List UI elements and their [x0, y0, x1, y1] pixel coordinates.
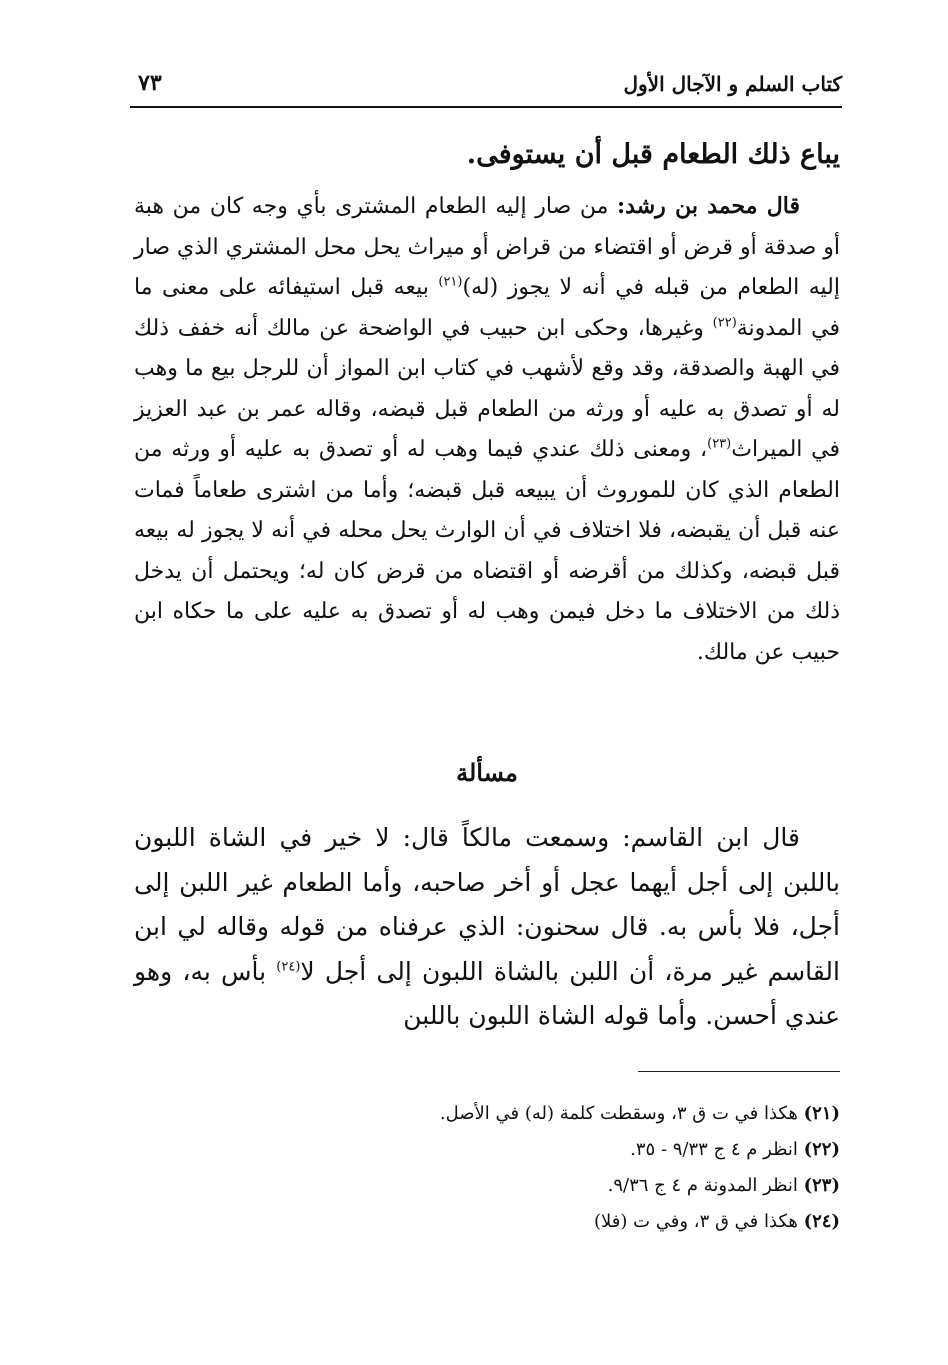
- paragraph-text: ، ومعنى ذلك عندي فيما وهب له أو تصدق به عليه أو ورثه من الطعام الذي كان للموروث أن يبيعه قبل قبضه؛ وأما من اشترى طعاماً فمات عنه قبل أن يقبضه، فلا اختلاف في أن الوارث يحل محله في أنه لا يجوز له بيعه قبل قبضه، وكذلك من أقرضه أو اقتضاه من قرض كان له؛ ويحتمل أن يدخل ذلك من الاختلاف ما دخل فيمن وهب له أو تصدق به عليه على ما حكاه ابن حبيب عن مالك.: [134, 437, 840, 665]
- footnote-item: [300, 1096, 840, 1132]
- commentary-paragraph: [134, 186, 840, 673]
- paragraph-text: من صار إليه الطعام المشترى بأي وجه كان من هبة أو صدقة أو قرض أو اقتضاء من قراض أو ميراث يحل محل المشتري الذي صار إليه الطعام من قبله في أنه لا يجوز (له): [134, 194, 840, 300]
- continuation-line: يباع ذلك الطعام قبل أن يستوفى.: [466, 139, 840, 170]
- footnote-ref-24: (٢٤): [276, 959, 301, 975]
- footnote-text: هكذا في ق ٣، وفي ت (فلا): [593, 1211, 804, 1232]
- footnotes-list: [300, 1096, 840, 1240]
- footnote-number: (٢٢): [803, 1139, 840, 1160]
- footnote-number: (٢٣): [803, 1175, 840, 1196]
- section-heading: مسألة: [456, 758, 518, 787]
- footnote-text: انظر المدونة م ٤ ج ٩/٣٦.: [607, 1175, 804, 1196]
- footnote-text: هكذا في ت ق ٣، وسقطت كلمة (له) في الأصل.: [439, 1103, 804, 1124]
- paragraph-lead: قال محمد بن رشد:: [617, 193, 800, 219]
- footnote-ref-23: (٢٣): [707, 436, 732, 452]
- page-number: ٧٣: [138, 70, 162, 96]
- footnote-divider: [638, 1071, 840, 1072]
- question-paragraph: [134, 816, 840, 1039]
- footnote-text: انظر م ٤ ج ٩/٣٣ - ٣٥.: [630, 1139, 804, 1160]
- footnote-item: [300, 1132, 840, 1168]
- paragraph-text: وغيرها، وحكى ابن حبيب في الواضحة عن مالك أنه خفف ذلك في الهبة والصدقة، وقد وقع لأشهب في كتاب ابن المواز أن للرجل بيع ما وهب له أو تصدق به عليه أو ورثه من الطعام قبل قبضه، وقاله عمر بن عبد العزيز في الميراث: [134, 315, 840, 462]
- paragraph-text: بأس به، وهو عندي أحسن. وأما قوله الشاة اللبون باللبن: [134, 956, 840, 1030]
- footnote-ref-21: (٢١): [438, 274, 463, 290]
- page-header: [130, 62, 842, 108]
- paragraph-text: قال ابن القاسم: وسمعت مالكاً قال: لا خير في الشاة اللبون باللبن إلى أجل أيهما عجل أو أخر صاحبه، وأما الطعام غير اللبن إلى أجل، فلا بأس به. قال سحنون: الذي عرفناه من قوله وقاله لي ابن القاسم غير مرة، أن اللبن بالشاة اللبون إلى أجل لا: [134, 823, 840, 986]
- footnote-number: (٢٤): [803, 1211, 840, 1232]
- footnote-number: (٢١): [803, 1103, 840, 1124]
- footnote-item: [300, 1168, 840, 1204]
- footnote-ref-22: (٢٢): [712, 315, 737, 331]
- paragraph-text: بيعه قبل استيفائه على معنى ما في المدونة: [134, 275, 840, 341]
- running-title: كتاب السلم و الآجال الأول: [623, 72, 842, 96]
- footnote-item: [300, 1204, 840, 1240]
